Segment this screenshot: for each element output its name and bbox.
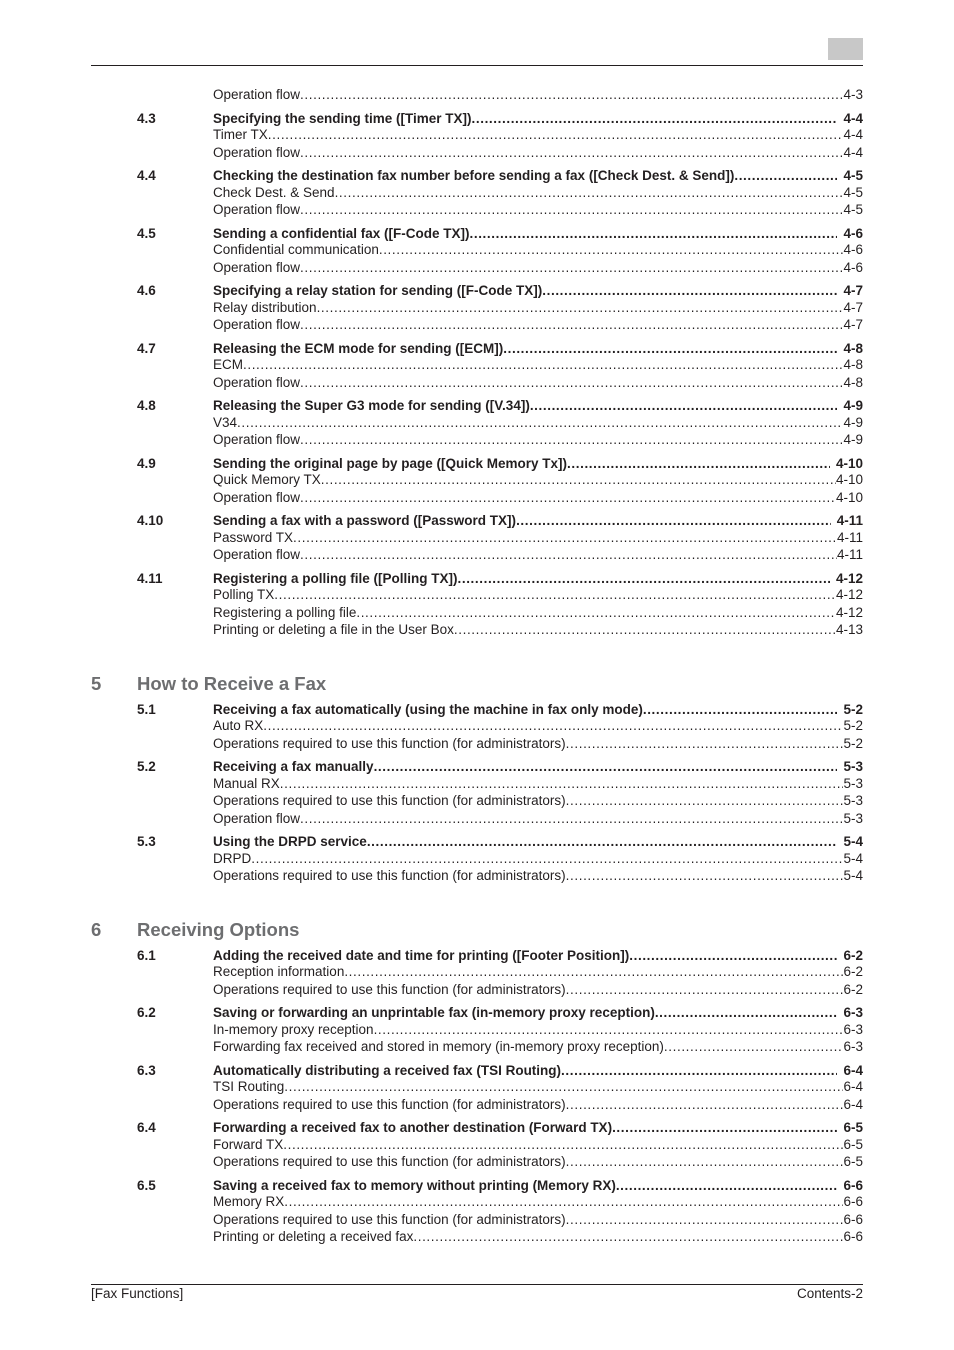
toc-section-entry[interactable]: [0, 167, 954, 185]
dot-leader: [503, 340, 837, 358]
dot-leader: [567, 455, 830, 473]
subentry-title: Confidential communication: [213, 242, 379, 257]
page-reference: 4-13: [835, 622, 863, 637]
footer-manual-title: [Fax Functions]: [91, 1286, 184, 1301]
dot-leader: [280, 775, 844, 793]
dot-leader: [472, 110, 838, 128]
toc-subentry[interactable]: [0, 1078, 954, 1096]
header-tab-marker: [828, 38, 863, 60]
page-reference: 4-12: [835, 587, 863, 602]
section-number: 4.8: [137, 398, 156, 413]
subentry-title: Quick Memory TX: [213, 472, 321, 487]
subentry-title: Check Dest. & Send: [213, 184, 335, 200]
page-reference: 6-2: [843, 964, 863, 979]
dot-leader: [367, 833, 838, 851]
toc-subentry[interactable]: [0, 431, 954, 449]
dot-leader: [470, 225, 838, 243]
subentry-title: Password TX: [213, 529, 294, 545]
section-number: 6.2: [137, 1005, 156, 1020]
dot-leader: [561, 1062, 837, 1080]
section-number: 6.4: [137, 1120, 156, 1135]
section-number: 4.3: [137, 110, 156, 126]
page-reference: 4-8: [843, 340, 863, 356]
toc-subentry[interactable]: [0, 867, 954, 885]
subentry-title: Polling TX: [213, 587, 275, 602]
dot-leader: [374, 758, 838, 776]
toc-section-entry[interactable]: [0, 110, 954, 128]
section-number: 6.1: [137, 947, 156, 963]
subentry-title: Operations required to use this function (for administrators): [213, 1096, 566, 1112]
dot-leader: [566, 981, 844, 999]
page-reference: 6-5: [843, 1136, 863, 1152]
dot-leader: [274, 586, 836, 604]
section-number: 4.9: [137, 455, 156, 471]
section-title: Forwarding a received fax to another destination (Forward TX): [213, 1120, 613, 1135]
section-title: Checking the destination fax number before sending a fax ([Check Dest. & Send]): [213, 168, 735, 183]
toc-subentry[interactable]: [0, 1136, 954, 1154]
dot-leader: [321, 471, 836, 489]
dot-leader: [413, 1228, 843, 1246]
page-reference: 6-4: [843, 1096, 863, 1112]
dot-leader: [300, 431, 843, 449]
dot-leader: [300, 546, 837, 564]
section-title: Sending a fax with a password ([Password TX]): [213, 513, 517, 528]
dot-leader: [300, 810, 843, 828]
dot-leader: [300, 489, 836, 507]
section-number: 4.10: [137, 513, 164, 528]
subentry-title: Timer TX: [213, 127, 268, 142]
section-number: 6.3: [137, 1062, 156, 1078]
subentry-title: Operation flow: [213, 144, 301, 160]
section-number: 4.7: [137, 340, 156, 356]
subentry-title: Operations required to use this function (for administrators): [213, 868, 566, 883]
page-reference: 5-4: [843, 834, 863, 849]
subentry-title: Printing or deleting a file in the User Box: [213, 622, 454, 637]
subentry-title: Forwarding fax received and stored in memory (in-memory proxy reception): [213, 1039, 664, 1054]
toc-subentry[interactable]: [0, 621, 954, 639]
dot-leader: [530, 397, 838, 415]
page-reference: 5-3: [843, 775, 863, 791]
dot-leader: [335, 184, 844, 202]
subentry-title: DRPD: [213, 850, 252, 866]
toc-subentry[interactable]: [0, 717, 954, 735]
toc-section-entry[interactable]: [0, 701, 954, 719]
toc-subentry[interactable]: [0, 735, 954, 753]
dot-leader: [374, 1021, 844, 1039]
page-reference: 6-6: [843, 1177, 863, 1193]
dot-leader: [458, 570, 830, 588]
page-reference: 6-6: [843, 1194, 863, 1209]
section-title: Saving a received fax to memory without printing (Memory RX): [213, 1177, 616, 1193]
toc-subentry[interactable]: [0, 126, 954, 144]
toc-subentry[interactable]: [0, 1021, 954, 1039]
dot-leader: [300, 201, 843, 219]
toc-subentry[interactable]: [0, 471, 954, 489]
dot-leader: [629, 947, 837, 965]
dot-leader: [300, 86, 843, 104]
page-reference: 4-5: [843, 168, 863, 183]
subentry-title: Operations required to use this function (for administrators): [213, 981, 566, 997]
toc-section-entry[interactable]: [0, 340, 954, 358]
chapter-title: Receiving Options: [137, 918, 300, 940]
dot-leader: [300, 374, 843, 392]
toc-section-entry[interactable]: [0, 455, 954, 473]
page-reference: 5-2: [843, 718, 863, 733]
page-reference: 5-4: [843, 868, 863, 883]
page-reference: 4-11: [836, 547, 863, 562]
dot-leader: [566, 1096, 844, 1114]
section-title: Specifying a relay station for sending ([F-Code TX]): [213, 283, 543, 298]
toc-subentry[interactable]: [0, 241, 954, 259]
subentry-title: Operation flow: [213, 87, 301, 102]
toc-section-entry[interactable]: [0, 570, 954, 588]
chapter-number: 5: [91, 672, 102, 694]
dot-leader: [612, 1119, 837, 1137]
page-reference: 4-4: [843, 127, 863, 142]
dot-leader: [317, 299, 844, 317]
toc-section-entry[interactable]: [0, 512, 954, 530]
toc-subentry[interactable]: [0, 1193, 954, 1211]
subentry-title: Relay distribution: [213, 299, 317, 315]
toc-subentry[interactable]: [0, 299, 954, 317]
subentry-title: Operations required to use this function (for administrators): [213, 793, 566, 808]
toc-subentry[interactable]: [0, 529, 954, 547]
toc-section-entry[interactable]: [0, 947, 954, 965]
toc-subentry[interactable]: [0, 963, 954, 981]
page-reference: 6-5: [843, 1120, 863, 1135]
toc-subentry[interactable]: [0, 1153, 954, 1171]
toc-subentry[interactable]: [0, 316, 954, 334]
toc-subentry[interactable]: [0, 86, 954, 104]
dot-leader: [356, 604, 836, 622]
toc-section-entry[interactable]: [0, 758, 954, 776]
chapter-heading: [0, 918, 954, 942]
section-title: Receiving a fax manually: [213, 759, 374, 774]
dot-leader: [284, 1193, 843, 1211]
dot-leader: [516, 512, 831, 530]
page-reference: 4-7: [843, 299, 863, 315]
subentry-title: Operations required to use this function (for administrators): [213, 1154, 566, 1169]
subentry-title: Printing or deleting a received fax: [213, 1229, 414, 1244]
page-reference: 4-9: [843, 414, 863, 430]
page-reference: 6-2: [843, 981, 863, 997]
dot-leader: [284, 1078, 843, 1096]
subentry-title: Operations required to use this function (for administrators): [213, 1211, 566, 1227]
page-reference: 4-4: [843, 110, 863, 126]
page-reference: 6-6: [843, 1211, 863, 1227]
toc-subentry[interactable]: [0, 586, 954, 604]
toc-subentry[interactable]: [0, 414, 954, 432]
subentry-title: Operation flow: [213, 202, 301, 217]
dot-leader: [293, 529, 837, 547]
toc-subentry[interactable]: [0, 546, 954, 564]
subentry-title: Reception information: [213, 964, 345, 979]
dot-leader: [379, 241, 844, 259]
page-reference: 6-4: [843, 1062, 863, 1078]
subentry-title: Auto RX: [213, 718, 264, 733]
subentry-title: Operations required to use this function (for administrators): [213, 735, 566, 751]
page-reference: 5-3: [843, 793, 863, 808]
subentry-title: Operation flow: [213, 810, 301, 826]
subentry-title: ECM: [213, 357, 243, 372]
page-reference: 4-11: [836, 513, 863, 528]
dot-leader: [664, 1038, 844, 1056]
page-reference: 6-2: [843, 947, 863, 963]
section-number: 4.4: [137, 168, 156, 183]
page-reference: 4-10: [835, 455, 863, 471]
page-reference: 4-10: [835, 489, 863, 505]
toc-subentry[interactable]: [0, 981, 954, 999]
dot-leader: [268, 126, 844, 144]
dot-leader: [300, 144, 843, 162]
page-reference: 4-5: [843, 184, 863, 200]
dot-leader: [643, 701, 838, 719]
toc-subentry[interactable]: [0, 374, 954, 392]
toc-subentry[interactable]: [0, 144, 954, 162]
toc-subentry[interactable]: [0, 1211, 954, 1229]
dot-leader: [454, 621, 836, 639]
dot-leader: [251, 850, 843, 868]
toc-section-entry[interactable]: [0, 1119, 954, 1137]
dot-leader: [566, 735, 844, 753]
page-reference: 4-12: [835, 570, 863, 586]
section-number: 5.2: [137, 759, 156, 774]
dot-leader: [237, 414, 843, 432]
page-reference: 5-2: [843, 735, 863, 751]
subentry-title: Registering a polling file: [213, 604, 357, 620]
dot-leader: [566, 1153, 844, 1171]
toc-section-entry[interactable]: [0, 1004, 954, 1022]
dot-leader: [566, 792, 844, 810]
section-title: Sending the original page by page ([Quick Memory Tx]): [213, 455, 568, 471]
section-title: Using the DRPD service: [213, 834, 367, 849]
page-reference: 6-3: [843, 1039, 863, 1054]
section-number: 5.3: [137, 834, 156, 849]
dot-leader: [300, 259, 843, 277]
page-reference: 6-4: [843, 1079, 863, 1094]
page-reference: 4-5: [843, 202, 863, 217]
section-title: Automatically distributing a received fax (TSI Routing): [213, 1062, 562, 1078]
page-reference: 4-6: [843, 242, 863, 257]
subentry-title: Operation flow: [213, 432, 301, 447]
toc-subentry[interactable]: [0, 1228, 954, 1246]
page-reference: 4-8: [843, 357, 863, 372]
footer-rule: [91, 1284, 863, 1285]
section-title: Receiving a fax automatically (using the machine in fax only mode): [213, 701, 643, 717]
toc-subentry[interactable]: [0, 259, 954, 277]
page-reference: 4-8: [843, 374, 863, 390]
section-number: 4.5: [137, 225, 156, 241]
dot-leader: [300, 316, 843, 334]
page-reference: 4-12: [835, 604, 863, 620]
subentry-title: In-memory proxy reception: [213, 1021, 374, 1037]
page-reference: 4-4: [843, 144, 863, 160]
toc-subentry[interactable]: [0, 1096, 954, 1114]
page-reference: 4-6: [843, 225, 863, 241]
header-rule: [91, 65, 863, 66]
section-title: Releasing the Super G3 mode for sending ([V.34]): [213, 398, 530, 413]
toc-subentry[interactable]: [0, 1038, 954, 1056]
dot-leader: [243, 356, 843, 374]
toc-subentry[interactable]: [0, 604, 954, 622]
subentry-title: Manual RX: [213, 775, 280, 791]
page-reference: 4-7: [843, 283, 863, 298]
toc-section-entry[interactable]: [0, 833, 954, 851]
toc-section-entry[interactable]: [0, 282, 954, 300]
toc-subentry[interactable]: [0, 775, 954, 793]
subentry-title: TSI Routing: [213, 1079, 285, 1094]
page-reference: 4-7: [843, 317, 863, 332]
section-title: Registering a polling file ([Polling TX]): [213, 570, 458, 586]
page-reference: 4-11: [836, 529, 863, 545]
dot-leader: [734, 167, 837, 185]
section-title: Saving or forwarding an unprintable fax (in-memory proxy reception): [213, 1005, 655, 1020]
toc-subentry[interactable]: [0, 201, 954, 219]
section-title: Adding the received date and time for printing ([Footer Position]): [213, 947, 630, 963]
dot-leader: [566, 867, 844, 885]
page-reference: 6-3: [843, 1021, 863, 1037]
toc-subentry[interactable]: [0, 792, 954, 810]
section-title: Releasing the ECM mode for sending ([ECM]): [213, 340, 504, 356]
subentry-title: Operation flow: [213, 317, 301, 332]
dot-leader: [655, 1004, 838, 1022]
page-reference: 4-3: [843, 87, 863, 102]
subentry-title: Operation flow: [213, 489, 301, 505]
page-reference: 4-9: [843, 398, 863, 413]
section-title: Specifying the sending time ([Timer TX]): [213, 110, 472, 126]
subentry-title: V34: [213, 414, 238, 430]
dot-leader: [344, 963, 843, 981]
subentry-title: Operation flow: [213, 259, 301, 275]
section-number: 5.1: [137, 701, 156, 717]
page-reference: 6-6: [843, 1229, 863, 1244]
page-reference: 6-3: [843, 1005, 863, 1020]
footer-page-number: Contents-2: [796, 1286, 863, 1301]
dot-leader: [566, 1211, 844, 1229]
toc-subentry[interactable]: [0, 184, 954, 202]
page-reference: 5-4: [843, 850, 863, 866]
dot-leader: [283, 1136, 843, 1154]
toc-subentry[interactable]: [0, 850, 954, 868]
dot-leader: [263, 717, 843, 735]
page-reference: 6-5: [843, 1154, 863, 1169]
page-reference: 5-3: [843, 759, 863, 774]
dot-leader: [616, 1177, 838, 1195]
section-number: 4.6: [137, 283, 156, 298]
toc-section-entry[interactable]: [0, 397, 954, 415]
chapter-heading: [0, 672, 954, 696]
chapter-number: 6: [91, 918, 102, 940]
page-reference: 4-6: [843, 259, 863, 275]
page-reference: 5-3: [843, 810, 863, 826]
toc-subentry[interactable]: [0, 810, 954, 828]
toc-subentry[interactable]: [0, 356, 954, 374]
toc-section-entry[interactable]: [0, 1062, 954, 1080]
section-number: 6.5: [137, 1177, 156, 1193]
toc-section-entry[interactable]: [0, 1177, 954, 1195]
section-number: 4.11: [137, 570, 163, 586]
chapter-title: How to Receive a Fax: [137, 672, 327, 694]
dot-leader: [542, 282, 837, 300]
page-reference: 4-9: [843, 432, 863, 447]
toc-section-entry[interactable]: [0, 225, 954, 243]
subentry-title: Memory RX: [213, 1194, 285, 1209]
subentry-title: Operation flow: [213, 374, 301, 390]
page-reference: 4-10: [835, 472, 863, 487]
section-title: Sending a confidential fax ([F-Code TX]): [213, 225, 470, 241]
page-reference: 5-2: [843, 701, 863, 717]
subentry-title: Operation flow: [213, 547, 301, 562]
toc-subentry[interactable]: [0, 489, 954, 507]
subentry-title: Forward TX: [213, 1136, 284, 1152]
